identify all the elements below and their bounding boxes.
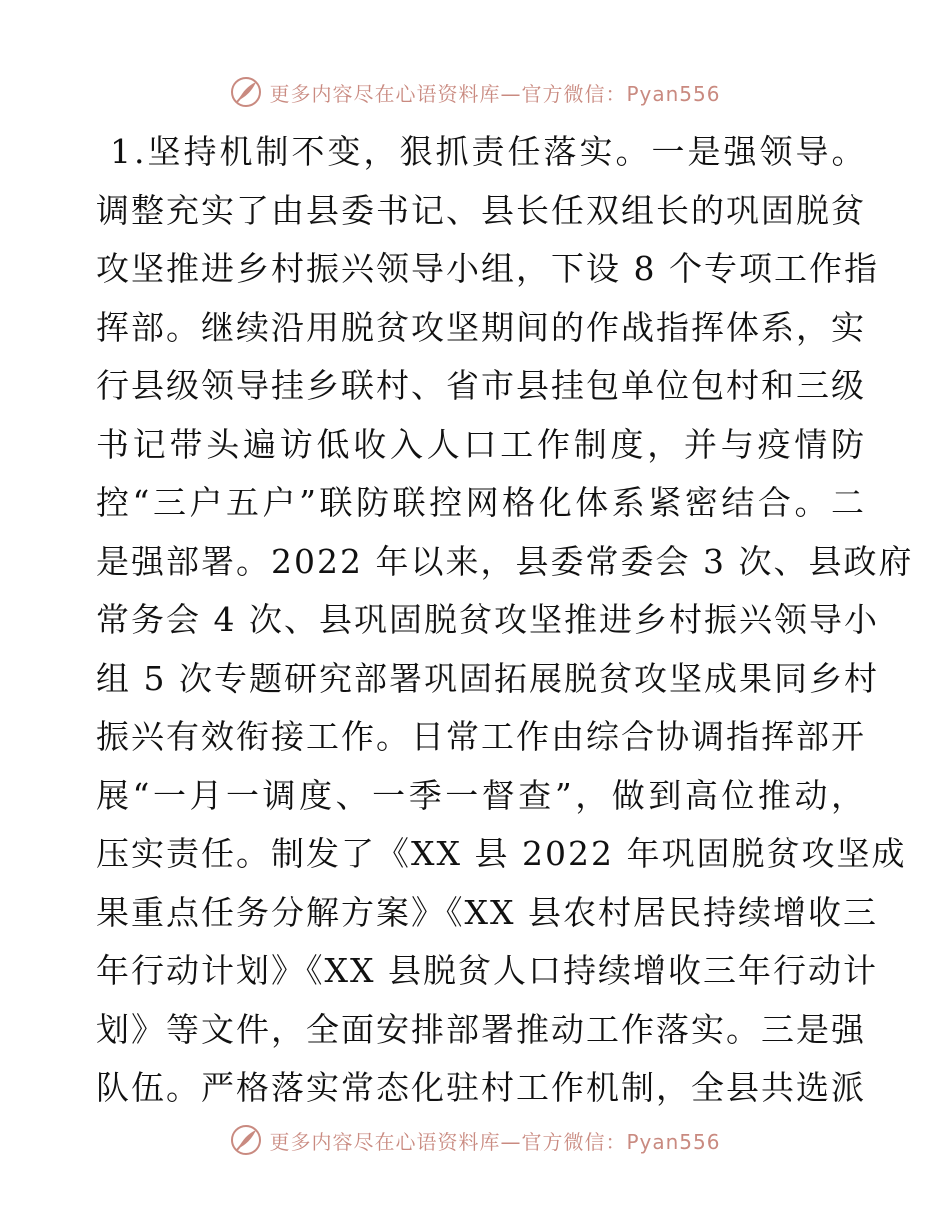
text-line: 压实责任。制发了《XX 县 2022 年巩固脱贫攻坚成 (96, 834, 907, 873)
text-line: 书记带头遍访低收入人口工作制度，并与疫情防 (96, 424, 866, 464)
text-line: 挥部。继续沿用脱贫攻坚期间的作战指挥体系，实 (96, 307, 866, 347)
text-line: 行县级领导挂乡联村、省市县挂包单位包村和三级 (96, 366, 866, 405)
footer-watermark-group (229, 1123, 720, 1157)
watermark-text: 更多内容尽在心语资料库—官方微信：Pyan556 (269, 1129, 721, 1154)
feather-pen-logo-icon (229, 1123, 263, 1157)
text-line: 常务会 4 次、县巩固脱贫攻坚推进乡村振兴领导小 (96, 600, 879, 639)
text-line: 是强部署。2022 年以来，县委常委会 3 次、县政府 (96, 541, 914, 581)
watermark-text: 更多内容尽在心语资料库—官方微信：Pyan556 (269, 81, 721, 106)
text-line: 展“一月一调度、一季一督查”，做到高位推动， (96, 775, 866, 815)
text-line: 攻坚推进乡村振兴领导小组，下设 8 个专项工作指 (96, 249, 879, 288)
text-line: 年行动计划》《XX 县脱贫人口持续增收三年行动计 (96, 951, 878, 990)
text-line: 调整充实了由县委书记、县长任双组长的巩固脱贫 (96, 190, 866, 230)
footer-watermark (0, 1120, 950, 1160)
text-line: 振兴有效衔接工作。日常工作由综合协调指挥部开 (96, 717, 866, 756)
text-line: 果重点任务分解方案》《XX 县农村居民持续增收三 (96, 892, 878, 932)
document-body (96, 123, 914, 1118)
text-line: 划》等文件，全面安排部署推动工作落实。三是强 (96, 1009, 866, 1049)
header-watermark-group (229, 75, 720, 109)
header-watermark (0, 72, 950, 112)
text-line: 队伍。严格落实常态化驻村工作机制，全县共选派 (96, 1068, 866, 1107)
feather-pen-logo-icon (229, 75, 263, 109)
text-line: 1.坚持机制不变，狠抓责任落实。一是强领导。 (110, 132, 868, 171)
text-line: 组 5 次专题研究部署巩固拓展脱贫攻坚成果同乡村 (96, 658, 879, 698)
text-line: 控“三户五户”联防联控网格化体系紧密结合。二 (96, 483, 866, 522)
